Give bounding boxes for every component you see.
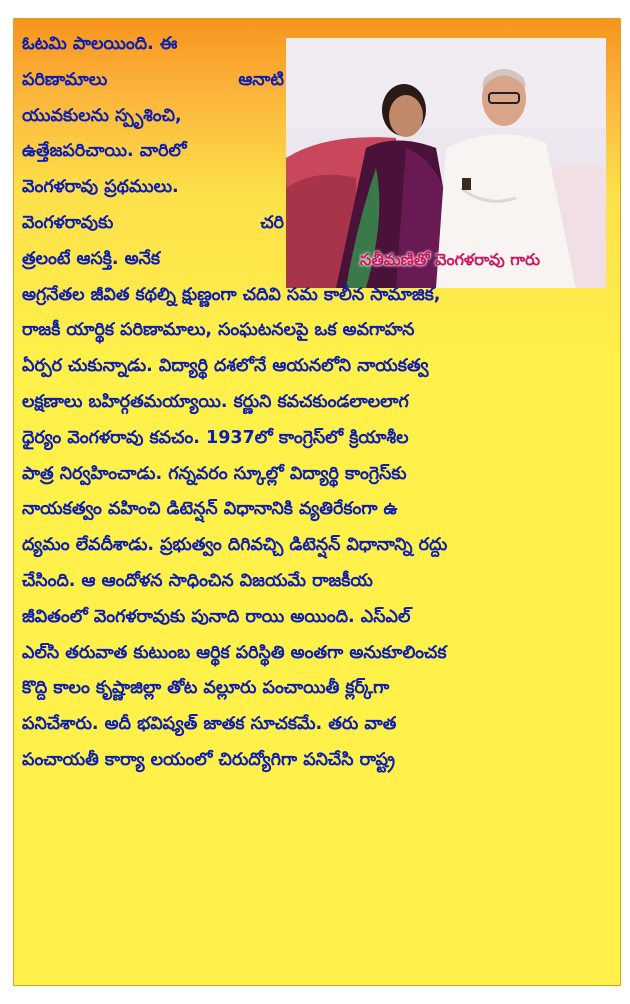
article-line: ఓటమి పాలయింది. ఈ xyxy=(22,34,178,54)
article-line: పాత్ర నిర్వహించాడు. గన్నవరం స్కూల్లో విద్యార్థి కాంగ్రెస్‌కు xyxy=(22,463,407,484)
article-line: ఎల్‌సి తరువాత కుటుంబ ఆర్థిక పరిస్థితి అంతగా అనుకూలించక xyxy=(22,642,447,663)
article-line: యువకులను స్పృశించి, xyxy=(22,105,182,126)
article-line: రాజకీ యార్థిక పరిణామాలు, సంఘటనలపై ఒక అవగాహన xyxy=(22,320,415,341)
photo-caption: సతీమణితో వెంగళరావు గారు xyxy=(360,250,541,269)
article-line: అగ్రనేతల జీవిత కథల్ని క్షుణ్ణంగా చదివి సమ కాలీన సామాజిక, xyxy=(22,284,441,305)
article-line: కొద్ది కాలం కృష్ణాజిల్లా తోట వల్లూరు పంచాయితీ క్లర్క్‌గా xyxy=(22,678,390,699)
article-line: ద్యమం లేవదీశాడు. ప్రభుత్వం దిగివచ్చి డిటెన్షన్ విధానాన్ని రద్దు xyxy=(22,535,448,556)
article-line: ఏర్పర చుకున్నాడు. విద్యార్థి దశలోనే ఆయనలోని నాయకత్వ xyxy=(22,356,429,377)
article-line: చేసింది. ఆ ఆందోళన సాధించిన విజయమే రాజకీయ xyxy=(22,571,373,591)
article-line: జీవితంలో వెంగళరావుకు పునాది రాయి అయింది. ఎస్ఎల్ xyxy=(22,606,411,627)
article-line: లక్షణాలు బహిర్గతమయ్యాయి. కర్ణుని కవచకుండలాలలాగ xyxy=(22,392,409,412)
article-line: పనిచేశారు. అదీ భవిష్యత్ జాతక సూచకమే. తరు వాత xyxy=(22,714,397,735)
article-line: ధైర్యం వెంగళరావు కవచం. 1937లో కాంగ్రెస్‌లో క్రియాశీల xyxy=(22,427,409,448)
article-line: నాయకత్వం వహించి డిటెన్షన్ విధానానికి వ్యతిరేకంగా ఉ xyxy=(22,499,398,520)
article-line xyxy=(22,69,284,90)
article-word: పరిణామాలు xyxy=(22,69,108,90)
article-word: చరి xyxy=(260,213,284,233)
article-line: త్రలంటే ఆసక్తి. అనేక xyxy=(22,248,161,269)
article-word: ఆనాటి xyxy=(238,69,284,90)
article-line: వెంగళరావు ప్రథములు. xyxy=(22,177,179,198)
article-line xyxy=(22,215,284,233)
article-line: పంచాయతీ కార్యా లయంలో చిరుద్యోగిగా పనిచేసి రాష్ట్ర xyxy=(22,750,396,770)
article-line: ఉత్తేజపరిచాయి. వారిలో xyxy=(22,141,187,162)
article-word: వెంగళరావుకు xyxy=(22,213,114,233)
